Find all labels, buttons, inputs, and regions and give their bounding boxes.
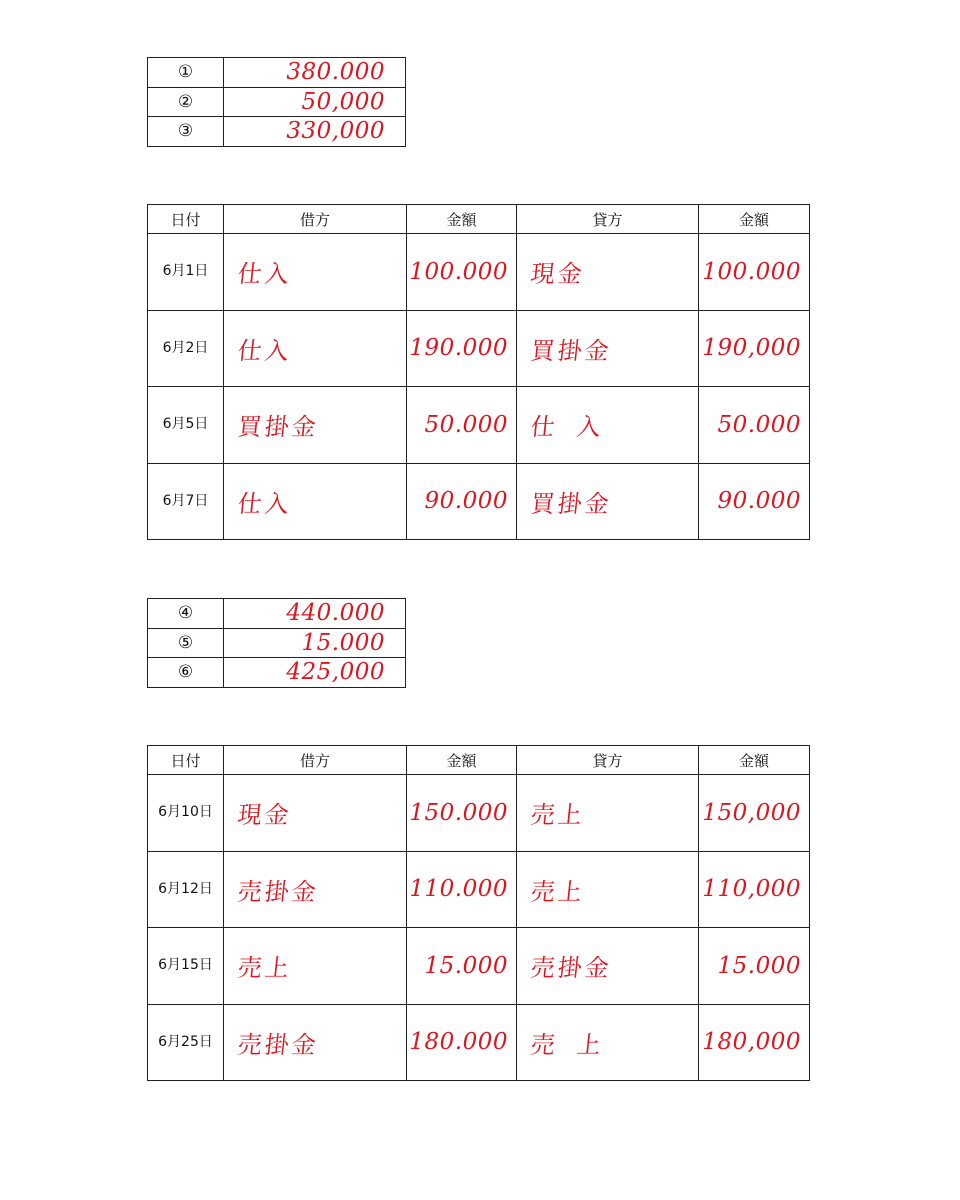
debit-account: 売掛金	[236, 877, 321, 906]
answer-row	[148, 658, 406, 688]
answer-row	[148, 628, 406, 658]
debit-amount-cell	[407, 928, 517, 1005]
header-date: 日付	[148, 746, 224, 775]
answer-value: 50,000	[301, 88, 385, 115]
entry-date: 6月25日	[148, 1004, 224, 1081]
credit-account: 買掛金	[529, 336, 614, 365]
answer-value-cell	[224, 628, 406, 658]
credit-cell	[517, 234, 699, 311]
credit-amount: 180,000	[702, 1029, 801, 1056]
credit-cell	[517, 775, 699, 852]
entry-date: 6月5日	[148, 387, 224, 464]
credit-amount: 110,000	[702, 876, 801, 903]
debit-account: 買掛金	[236, 413, 321, 442]
header-date: 日付	[148, 205, 224, 234]
journal-entry-row	[148, 234, 810, 311]
debit-amount-cell	[407, 851, 517, 928]
debit-amount-cell	[407, 1004, 517, 1081]
debit-cell	[224, 387, 407, 464]
answer-value: 380.000	[286, 59, 385, 86]
debit-amount: 50.000	[424, 411, 508, 438]
debit-amount-cell	[407, 234, 517, 311]
journal-entry-row	[148, 1004, 810, 1081]
answer-row	[148, 117, 406, 147]
debit-amount: 100.000	[409, 258, 508, 285]
answer-row	[148, 599, 406, 629]
answer-value: 15.000	[301, 629, 385, 656]
debit-amount-cell	[407, 775, 517, 852]
header-debit-amount: 金額	[407, 746, 517, 775]
debit-cell	[224, 1004, 407, 1081]
answer-number: ③	[148, 117, 224, 147]
credit-amount-cell	[699, 463, 810, 540]
answer-value-cell	[224, 87, 406, 117]
debit-account: 仕入	[236, 260, 294, 289]
entry-date: 6月7日	[148, 463, 224, 540]
credit-amount-cell	[699, 851, 810, 928]
debit-amount-cell	[407, 387, 517, 464]
debit-amount-cell	[407, 310, 517, 387]
answer-row	[148, 58, 406, 88]
answer-number: ⑤	[148, 628, 224, 658]
credit-amount-cell	[699, 1004, 810, 1081]
credit-amount: 90.000	[717, 488, 801, 515]
credit-amount: 190,000	[702, 335, 801, 362]
credit-amount: 150,000	[702, 799, 801, 826]
debit-cell	[224, 928, 407, 1005]
journal-entry-row	[148, 310, 810, 387]
credit-cell	[517, 1004, 699, 1081]
debit-amount: 15.000	[424, 952, 508, 979]
header-credit: 貸方	[517, 205, 699, 234]
debit-amount: 180.000	[409, 1029, 508, 1056]
header-credit-amount: 金額	[699, 205, 810, 234]
credit-account: 売上	[529, 877, 587, 906]
credit-account: 売上	[529, 1030, 625, 1059]
credit-cell	[517, 463, 699, 540]
journal-entry-row	[148, 463, 810, 540]
debit-account: 仕入	[236, 336, 294, 365]
credit-amount: 50.000	[717, 411, 801, 438]
answer-row	[148, 87, 406, 117]
debit-amount: 110.000	[409, 876, 508, 903]
debit-account: 現金	[236, 801, 294, 830]
answer-number: ②	[148, 87, 224, 117]
entry-date: 6月15日	[148, 928, 224, 1005]
credit-account: 買掛金	[529, 489, 614, 518]
credit-cell	[517, 387, 699, 464]
debit-account: 売掛金	[236, 1030, 321, 1059]
answer-value-cell	[224, 117, 406, 147]
debit-amount: 90.000	[424, 488, 508, 515]
answer-value: 425,000	[286, 659, 385, 686]
debit-cell	[224, 234, 407, 311]
answer-value: 330,000	[286, 118, 385, 145]
entry-date: 6月2日	[148, 310, 224, 387]
debit-account: 仕入	[236, 489, 294, 518]
header-debit: 借方	[224, 746, 407, 775]
answer-table-2	[147, 598, 406, 688]
journal-header-row	[148, 746, 810, 775]
header-credit: 貸方	[517, 746, 699, 775]
journal-entry-row	[148, 775, 810, 852]
answer-number: ①	[148, 58, 224, 88]
debit-amount: 190.000	[409, 335, 508, 362]
debit-amount-cell	[407, 463, 517, 540]
credit-amount-cell	[699, 928, 810, 1005]
entry-date: 6月12日	[148, 851, 224, 928]
header-debit-amount: 金額	[407, 205, 517, 234]
answer-table-1	[147, 57, 406, 147]
journal-header-row	[148, 205, 810, 234]
credit-cell	[517, 851, 699, 928]
journal-entry-row	[148, 851, 810, 928]
debit-amount: 150.000	[409, 799, 508, 826]
debit-cell	[224, 310, 407, 387]
credit-amount: 100.000	[702, 258, 801, 285]
debit-cell	[224, 851, 407, 928]
answer-number: ⑥	[148, 658, 224, 688]
credit-account: 仕入	[529, 413, 625, 442]
debit-cell	[224, 775, 407, 852]
credit-account: 売上	[529, 801, 587, 830]
credit-amount-cell	[699, 387, 810, 464]
entry-date: 6月1日	[148, 234, 224, 311]
credit-amount-cell	[699, 310, 810, 387]
credit-cell	[517, 310, 699, 387]
debit-cell	[224, 463, 407, 540]
credit-amount-cell	[699, 775, 810, 852]
answer-value-cell	[224, 599, 406, 629]
credit-account: 現金	[529, 260, 587, 289]
journal-table-1	[147, 204, 810, 540]
credit-amount-cell	[699, 234, 810, 311]
answer-value-cell	[224, 58, 406, 88]
credit-cell	[517, 928, 699, 1005]
header-credit-amount: 金額	[699, 746, 810, 775]
journal-entry-row	[148, 387, 810, 464]
header-debit: 借方	[224, 205, 407, 234]
answer-value-cell	[224, 658, 406, 688]
credit-account: 売掛金	[529, 954, 614, 983]
journal-table-2	[147, 745, 810, 1081]
debit-account: 売上	[236, 954, 294, 983]
answer-number: ④	[148, 599, 224, 629]
journal-entry-row	[148, 928, 810, 1005]
credit-amount: 15.000	[717, 952, 801, 979]
entry-date: 6月10日	[148, 775, 224, 852]
answer-value: 440.000	[286, 600, 385, 627]
